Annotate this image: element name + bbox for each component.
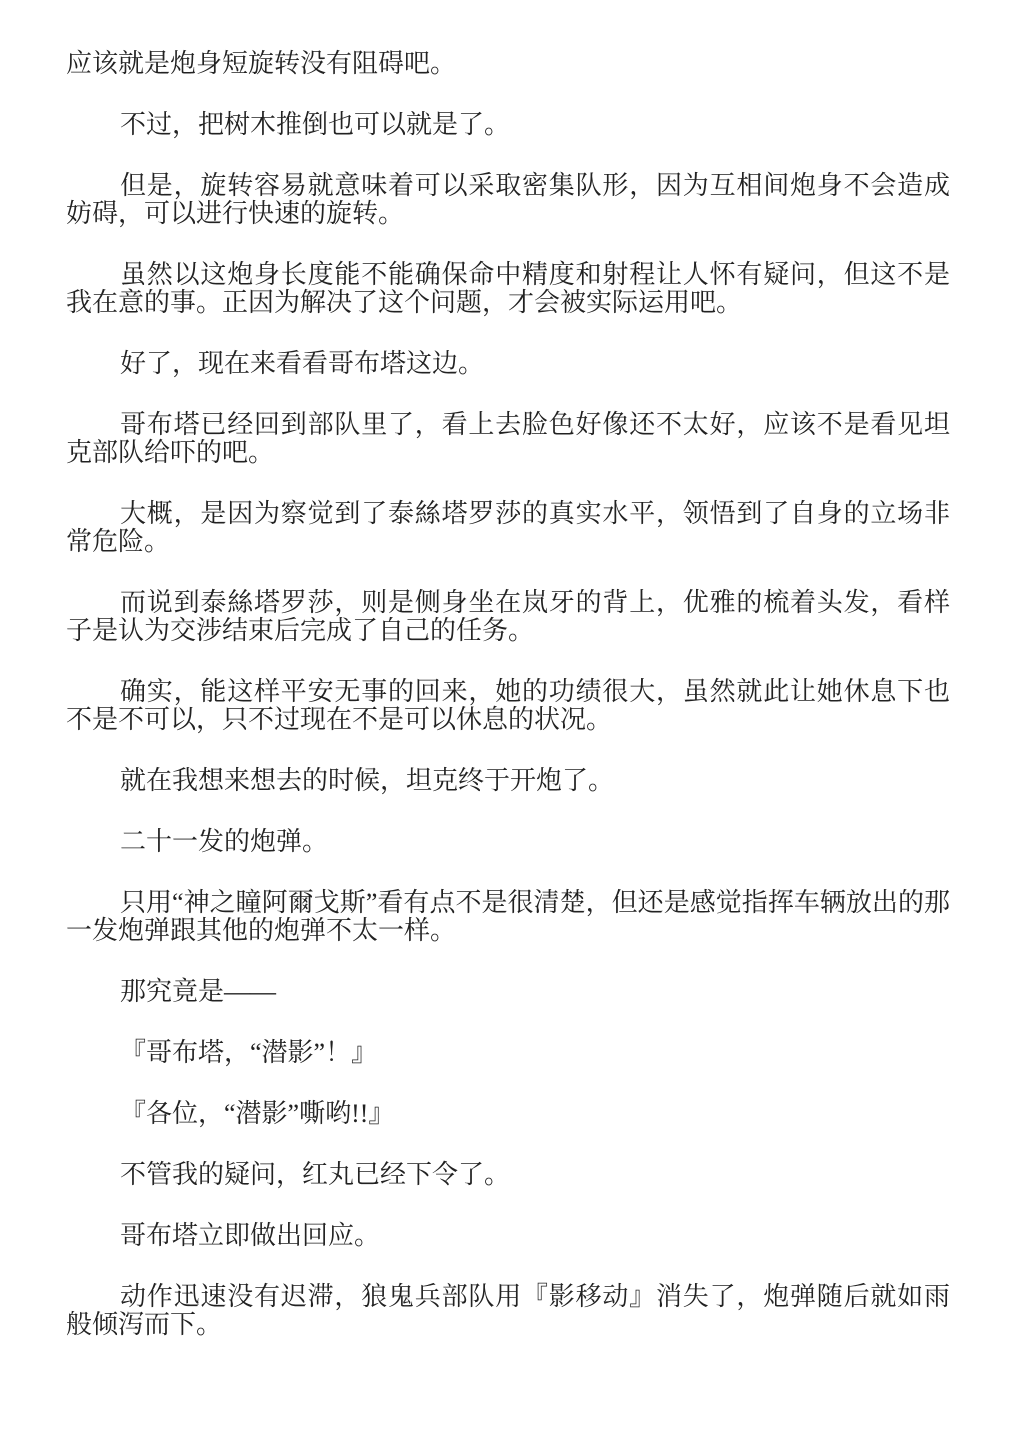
- paragraph: 但是，旋转容易就意味着可以采取密集队形，因为互相间炮身不会造成妨碍，可以进行快速的旋转。: [66, 171, 950, 228]
- paragraph: 动作迅速没有迟滞，狼鬼兵部队用『影移动』消失了，炮弹随后就如雨般倾泻而下。: [66, 1282, 950, 1339]
- paragraph: 那究竟是——: [120, 977, 277, 1006]
- paragraph: 只用“神之瞳阿爾戈斯”看有点不是很清楚，但还是感觉指挥车辆放出的那一发炮弹跟其他的炮弹不太一样。: [66, 888, 950, 945]
- paragraph: 就在我想来想去的时候，坦克终于开炮了。: [120, 766, 615, 795]
- paragraph-dialogue: 『各位，“潜影”嘶哟!!』: [120, 1099, 395, 1128]
- paragraph: 二十一发的炮弹。: [120, 827, 329, 856]
- paragraph: 确实，能这样平安无事的回来，她的功绩很大，虽然就此让她休息下也不是不可以，只不过现在不是可以休息的状况。: [66, 677, 950, 734]
- paragraph-dialogue: 『哥布塔，“潜影”！』: [120, 1038, 378, 1067]
- paragraph: 哥布塔已经回到部队里了，看上去脸色好像还不太好，应该不是看见坦克部队给吓的吧。: [66, 410, 950, 467]
- paragraph: 不管我的疑问，红丸已经下令了。: [120, 1160, 511, 1189]
- paragraph: 哥布塔立即做出回应。: [120, 1221, 381, 1250]
- paragraph: 应该就是炮身短旋转没有阻碍吧。: [66, 49, 457, 78]
- paragraph: 好了，现在来看看哥布塔这边。: [120, 349, 485, 378]
- paragraph: 不过，把树木推倒也可以就是了。: [120, 110, 511, 139]
- paragraph: 大概，是因为察觉到了泰絲塔罗莎的真实水平，领悟到了自身的立场非常危险。: [66, 499, 950, 556]
- paragraph: 虽然以这炮身长度能不能确保命中精度和射程让人怀有疑问，但这不是我在意的事。正因为解决了这个问题，才会被实际运用吧。: [66, 260, 950, 317]
- paragraph: 而说到泰絲塔罗莎，则是侧身坐在岚牙的背上，优雅的梳着头发，看样子是认为交涉结束后完成了自己的任务。: [66, 588, 950, 645]
